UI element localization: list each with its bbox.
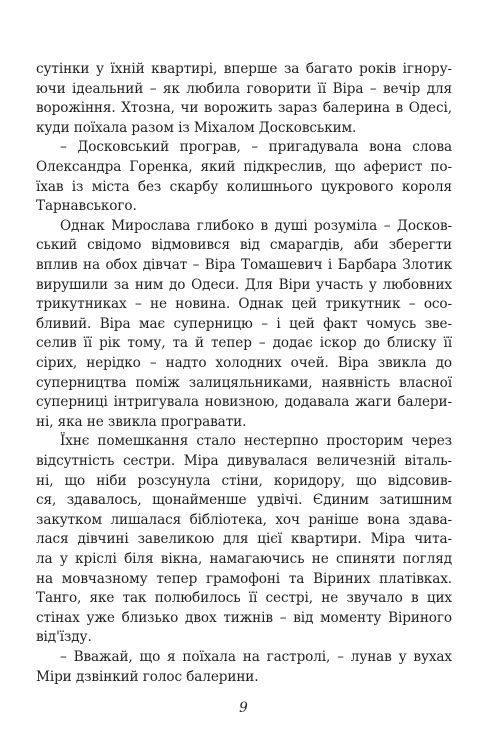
text-line: Їхнє помешкання стало нестерпно просторим через (60, 433, 452, 450)
text-line: ні, що ніби розсунула стіни, коридору, що відсовив- (36, 472, 452, 489)
text-line: ський свідомо відмовився від смарагдів, аби зберегти (36, 237, 452, 254)
text-line: – Досковський програв, – пригадувала вона слова (60, 139, 452, 156)
text-line: бливий. Віра має суперницю – і цей факт чомусь зве- (36, 315, 452, 332)
text-line: Міри дзвінкий голос балерини. (36, 668, 259, 685)
text-line: сутінки у їхній квартирі, вперше за багато років ігнору- (36, 61, 452, 77)
text-line: сірих, нерідко – надто холодних очей. Віра звикла до (36, 355, 452, 371)
text-line: їхав із міста без скарбу колишнього цукрового короля (36, 178, 452, 195)
text-line: Танго, яке так полюбилось її сестрі, не звучало в цих (36, 590, 452, 607)
text-line: Олександра Горенка, який підкреслив, що аферист по- (36, 159, 452, 175)
text-line: трикутниках – не новина. Однак цей трикутник – осо- (36, 296, 452, 313)
text-line: Однак Мирослава глибоко в душі розуміла – Досков- (60, 217, 452, 234)
page-number: 9 (239, 700, 248, 716)
text-line: ючи ідеальний – як любила говорити її Віра – вечір для (36, 80, 452, 97)
text-line: на мовчазному тепер грамофоні та Віриних платівках. (36, 570, 452, 587)
text-line: від'їзду. (36, 629, 92, 646)
text-line: закутком лишалася бібліотека, хоч раніше вона здава- (36, 511, 452, 528)
text-line: стінах уже близько двох тижнів – від моменту Віриного (36, 609, 452, 626)
text-line: суперниці інтригувала новизною, додавала жаги балери- (36, 394, 452, 411)
text-line: вплив на обох дівчат – Віра Томашевич і Барбара Злотик (36, 257, 452, 273)
text-line: лася дівчині завеликою для цієї квартири. Міра чита- (36, 531, 452, 548)
text-line: ворожіння. Хтозна, чи ворожить зараз балерина в Одесі, (36, 100, 452, 117)
text-line: відсутність сестри. Міра дивувалася величезній віталь- (36, 453, 452, 469)
text-line: ся, здавалось, щонайменше удвічі. Єдиним затишним (36, 492, 452, 509)
text-line: ла у кріслі біля вікна, намагаючись не спиняти погляд (36, 551, 452, 567)
text-line: суперництва поміж залицяльниками, наявність власної (36, 374, 452, 391)
text-line: ні, яка не звикла програвати. (36, 413, 247, 430)
text-line: куди поїхала разом із Міхалом Досковським. (36, 119, 357, 136)
text-line: – Вважай, що я поїхала на гастролі, – лунав у вухах (60, 649, 452, 665)
text-line: Тарнавського. (36, 198, 137, 215)
text-line: вирушили за ним до Одеси. Для Віри участь у любовних (36, 276, 452, 293)
text-line: селив її рік тому, та й тепер – додає іскор до блиску її (36, 335, 452, 352)
